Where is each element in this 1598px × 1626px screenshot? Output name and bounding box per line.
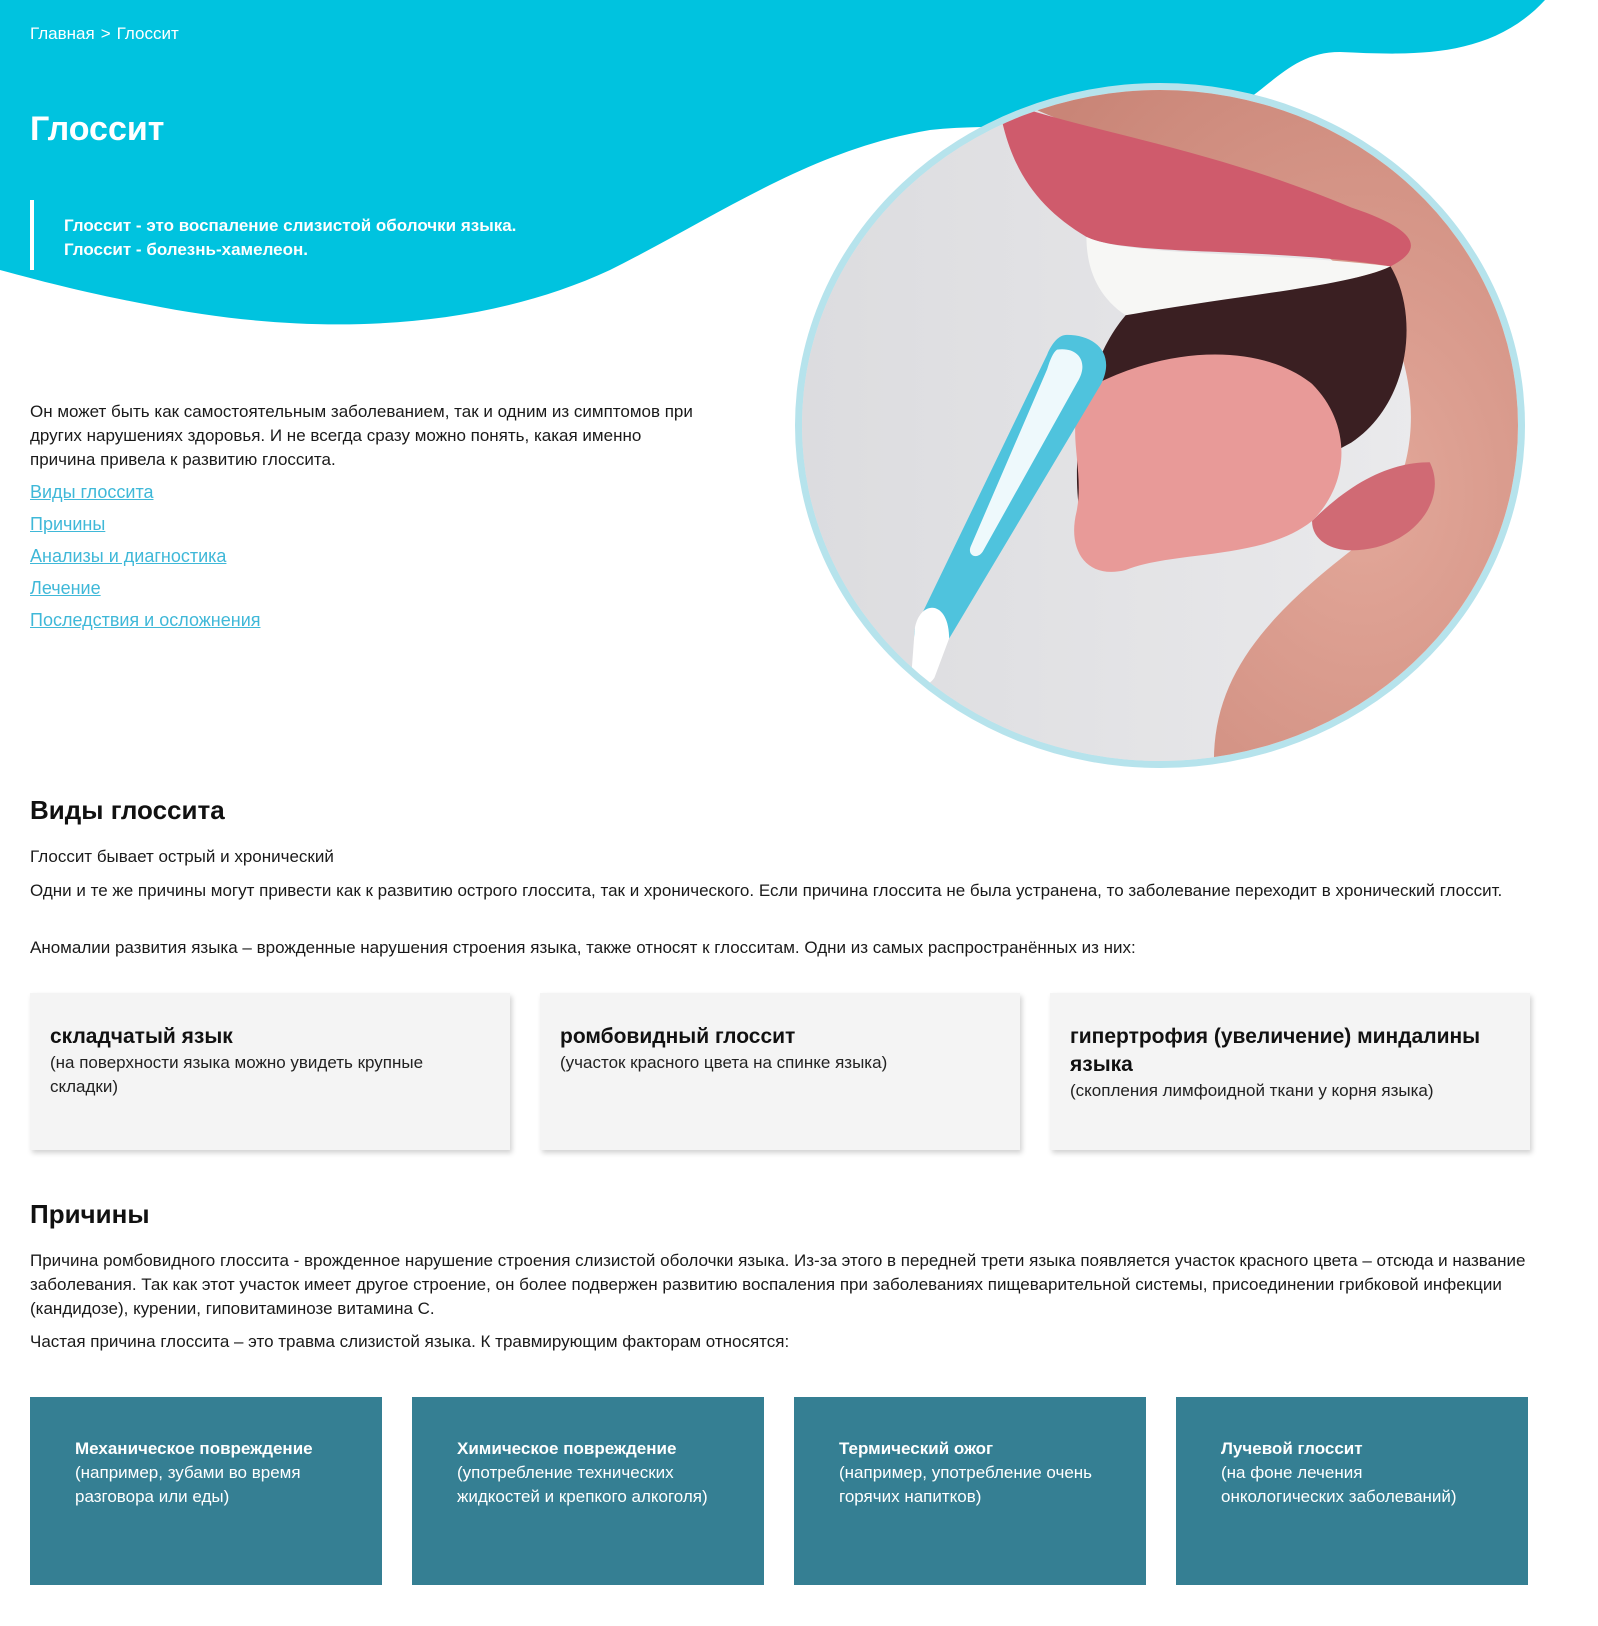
toc-link-causes[interactable]: Причины: [30, 514, 106, 534]
card-title: ромбовидный глоссит: [560, 1025, 796, 1048]
toc-item: [30, 514, 261, 546]
table-of-contents: [30, 482, 261, 642]
hero-quote-line-1: Глоссит - это воспаление слизистой оболочки языка.: [64, 216, 517, 235]
toc-item: [30, 578, 261, 610]
tile-title: Механическое повреждение: [75, 1439, 313, 1458]
toc-link-treatment[interactable]: Лечение: [30, 578, 101, 598]
card-description: (участок красного цвета на спинке языка): [560, 1053, 888, 1072]
types-paragraph-1: Глоссит бывает острый и хронический: [30, 847, 334, 866]
toc-link-complications[interactable]: Последствия и осложнения: [30, 610, 261, 630]
trauma-factor-tile: [794, 1397, 1146, 1585]
trauma-factor-tile: [412, 1397, 764, 1585]
hero-photo-mouth: [795, 83, 1525, 768]
tile-title: Лучевой глоссит: [1221, 1439, 1363, 1458]
mouth-toothbrush-illustration: [802, 90, 1518, 761]
toc-item: [30, 610, 261, 642]
breadcrumb: [30, 24, 179, 44]
tile-description: (например, употребление очень горячих напитков): [839, 1463, 1093, 1506]
anomaly-cards: [30, 993, 1530, 1150]
causes-paragraph-2: Частая причина глоссита – это травма слизистой языка. К травмирующим факторам относятся:: [30, 1332, 790, 1351]
trauma-factor-tile: [30, 1397, 382, 1585]
breadcrumb-home-link[interactable]: Главная: [30, 24, 95, 43]
card-description: (скопления лимфоидной ткани у корня языка): [1070, 1081, 1434, 1100]
card-title: гипертрофия (увеличение) миндалины языка: [1070, 1025, 1481, 1076]
tile-description: (на фоне лечения онкологических заболеваний): [1221, 1463, 1457, 1506]
tile-title: Термический ожог: [839, 1439, 994, 1458]
causes-paragraph-1: Причина ромбовидного глоссита - врожденное нарушение строения слизистой оболочки языка. Из-за этого в передней трети языка появляется участок красного цвета – отсюда и название заболевания. Так как этот участок имеет другое строение, он более подвержен развитию воспаления при заболеваниях пищеварительной системы, присоединении грибковой инфекции (кандидозе), курении, гиповитаминозе витамина С.: [30, 1251, 1526, 1318]
toc-link-types[interactable]: Виды глоссита: [30, 482, 154, 502]
section-title-causes: Причины: [30, 1199, 150, 1229]
card-title: складчатый язык: [50, 1025, 233, 1048]
types-paragraph-3: Аномалии развития языка – врожденные нарушения строения языка, также относят к глосситам. Одни из самых распространённых из них:: [30, 938, 1136, 957]
hero-quote: [30, 200, 650, 270]
anomaly-card: [540, 993, 1020, 1150]
anomaly-card: [30, 993, 510, 1150]
breadcrumb-separator: >: [100, 24, 111, 43]
section-title-types: Виды глоссита: [30, 795, 225, 825]
trauma-factor-tiles: [30, 1397, 1528, 1585]
toc-item: [30, 482, 261, 514]
breadcrumb-current: Глоссит: [116, 24, 179, 43]
intro-text: Он может быть как самостоятельным заболеванием, так и одним из симптомов при других нарушениях здоровья. И не всегда сразу можно понять, какая именно причина привела к развитию глоссита.: [30, 402, 693, 469]
trauma-factor-tile: [1176, 1397, 1528, 1585]
page-title: Глоссит: [30, 110, 165, 148]
card-description: (на поверхности языка можно увидеть крупные складки): [50, 1053, 424, 1096]
tile-title: Химическое повреждение: [457, 1439, 677, 1458]
tile-description: (употребление технических жидкостей и крепкого алкоголя): [457, 1463, 708, 1506]
hero-quote-line-2: Глоссит - болезнь-хамелеон.: [64, 240, 308, 259]
tile-description: (например, зубами во время разговора или еды): [75, 1463, 301, 1506]
toc-item: [30, 546, 261, 578]
toc-link-diagnostics[interactable]: Анализы и диагностика: [30, 546, 227, 566]
anomaly-card: [1050, 993, 1530, 1150]
types-paragraph-2: Одни и те же причины могут привести как к развитию острого глоссита, так и хронического. Если причина глоссита не была устранена, то заболевание переходит в хронический глоссит.: [30, 881, 1503, 900]
